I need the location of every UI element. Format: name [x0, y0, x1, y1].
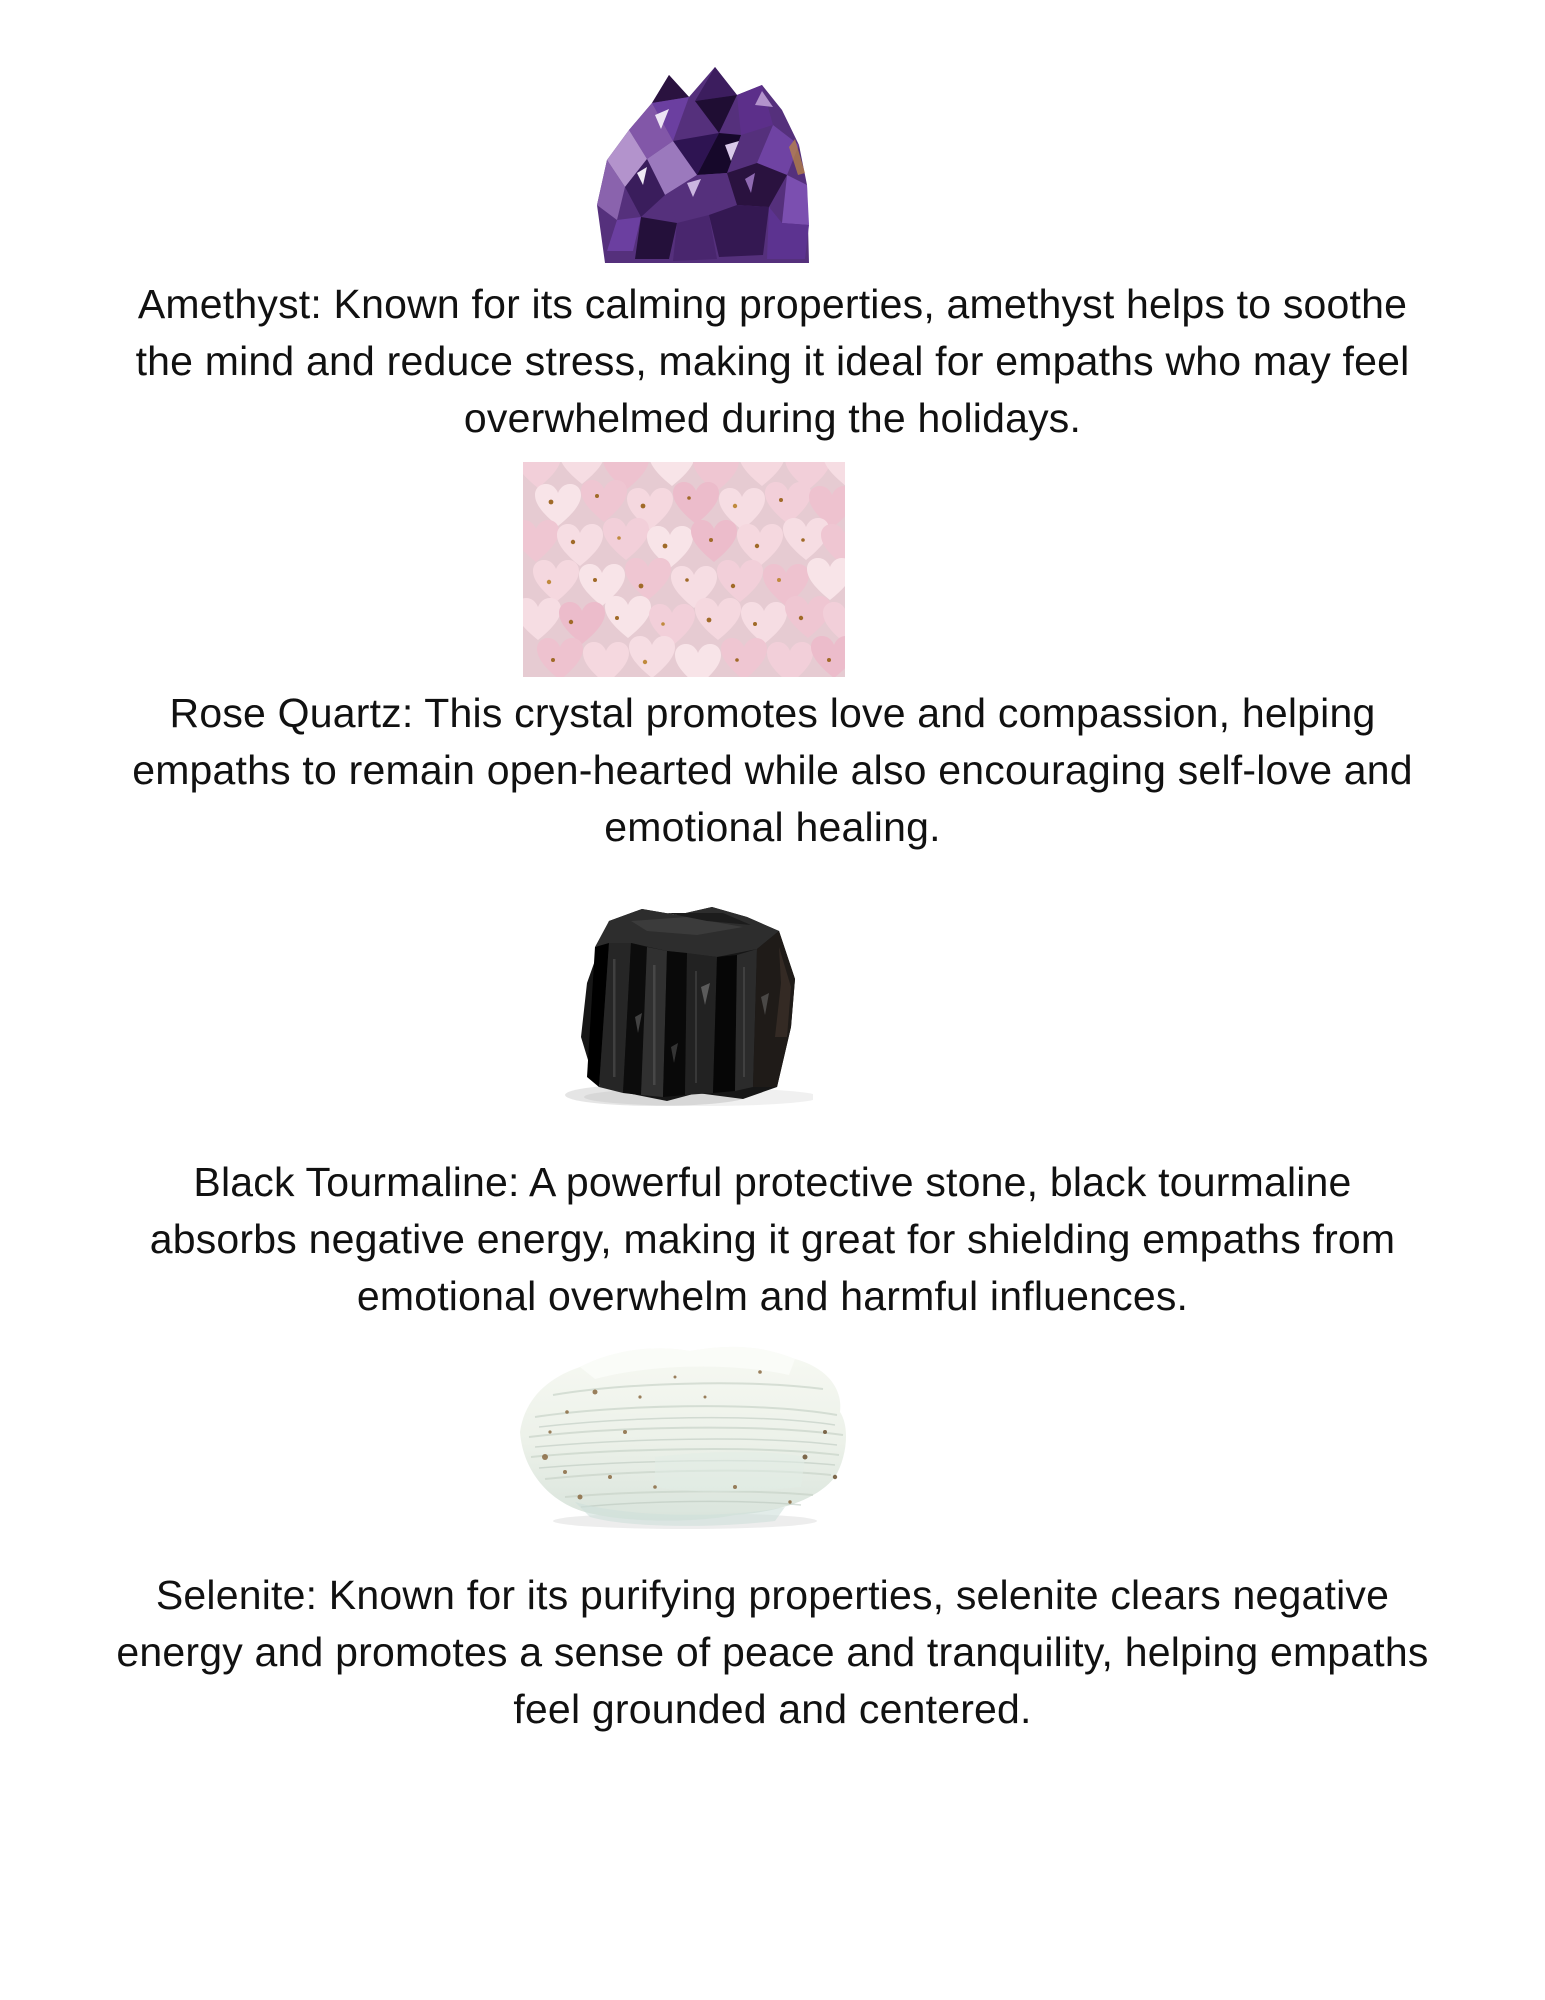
rose-quartz-image	[523, 462, 845, 677]
amethyst-caption	[0, 276, 1545, 447]
caption-line: feel grounded and centered.	[513, 1686, 1032, 1732]
caption-line: Amethyst: Known for its calming properties, amethyst helps to soothe	[137, 281, 1408, 327]
selenite-image	[505, 1337, 858, 1530]
caption-line: overwhelmed during the holidays.	[463, 395, 1082, 441]
black-tourmaline-illustration	[547, 887, 813, 1113]
caption-line: empaths to remain open-hearted while also encouraging self-love and	[132, 747, 1413, 793]
caption-line: emotional overwhelm and harmful influences.	[356, 1273, 1189, 1319]
rose-quartz-hearts-illustration	[523, 462, 845, 677]
caption-line: Selenite: Known for its purifying properties, selenite clears negative	[155, 1572, 1390, 1618]
amethyst-crystal-illustration	[577, 55, 817, 263]
caption-line: Rose Quartz: This crystal promotes love and compassion, helping	[169, 690, 1376, 736]
black-tourmaline-caption	[0, 1154, 1545, 1325]
selenite-caption	[0, 1567, 1545, 1738]
caption-line: energy and promotes a sense of peace and tranquility, helping empaths	[116, 1629, 1429, 1675]
black-tourmaline-image	[547, 887, 813, 1113]
caption-line: absorbs negative energy, making it great for shielding empaths from	[149, 1216, 1396, 1262]
caption-line: the mind and reduce stress, making it ideal for empaths who may feel	[135, 338, 1410, 384]
selenite-crystal-illustration	[505, 1337, 858, 1530]
caption-line: Black Tourmaline: A powerful protective stone, black tourmaline	[193, 1159, 1352, 1205]
caption-line: emotional healing.	[604, 804, 941, 850]
amethyst-image	[577, 55, 817, 263]
rose-quartz-caption	[0, 685, 1545, 856]
